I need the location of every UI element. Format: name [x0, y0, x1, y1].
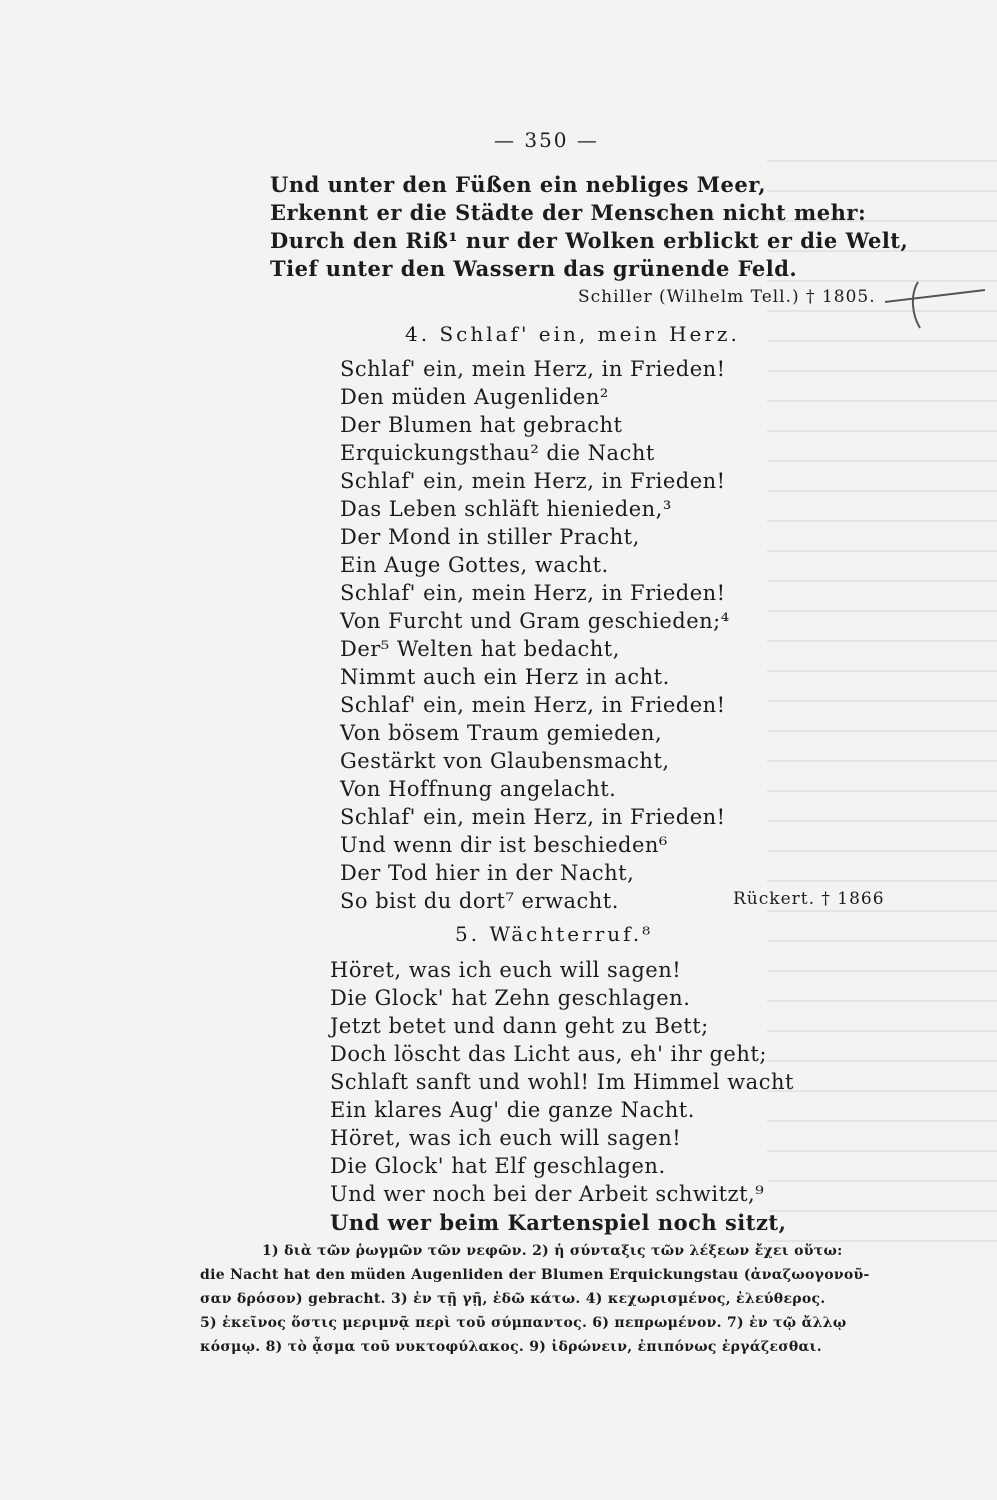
poem-line: Schlaf' ein, mein Herz, in Frieden! [340, 357, 726, 381]
poem-line: Und wer noch bei der Arbeit schwitzt,⁹ [330, 1182, 765, 1206]
poem-line: Der Blumen hat gebracht [340, 413, 623, 437]
poem-line: Das Leben schläft hienieden,³ [340, 497, 672, 521]
footnote-line: σαν δρόσον) gebracht. 3) ἐν τῇ γῇ, ἐδῶ κάτω. 4) κεχωρισμένος, ἐλεύθερος. [200, 1291, 826, 1307]
poem-line: Ein Auge Gottes, wacht. [340, 553, 609, 577]
poem-title: 4. Schlaf' ein, mein Herz. [405, 322, 740, 346]
page-number: — 350 — [494, 128, 599, 152]
poem-line: Schlaf' ein, mein Herz, in Frieden! [340, 581, 726, 605]
poem-line: Tief unter den Wassern das grünende Feld. [270, 256, 798, 281]
poem-line: Jetzt betet und dann geht zu Bett; [330, 1014, 709, 1038]
footnote-line: 1) διὰ τῶν ῥωγμῶν τῶν νεφῶν. 2) ἡ σύνταξις τῶν λέξεων ἔχει οὕτω: [262, 1243, 843, 1259]
footnote-line: 5) ἐκεῖνος ὅστις μεριμνᾷ περὶ τοῦ σύμπαντος. 6) πεπρωμένον. 7) ἐν τῷ ἄλλῳ [200, 1315, 847, 1331]
poem-line: Der Mond in stiller Pracht, [340, 525, 640, 549]
poem-title: 5. Wächterruf.⁸ [455, 922, 654, 946]
poem-line: Den müden Augenliden² [340, 385, 609, 409]
poem-line: Schlaf' ein, mein Herz, in Frieden! [340, 469, 726, 493]
poem-line: Schlaf' ein, mein Herz, in Frieden! [340, 693, 726, 717]
poem-line: Von Furcht und Gram geschieden;⁴ [340, 609, 730, 633]
poem-line: Von bösem Traum gemieden, [340, 721, 663, 745]
poem-line: Höret, was ich euch will sagen! [330, 958, 682, 982]
pencil-mark [880, 280, 990, 330]
poem-line: Schlaf' ein, mein Herz, in Frieden! [340, 805, 726, 829]
footnote-line: κόσμῳ. 8) τὸ ᾆσμα τοῦ νυκτοφύλακος. 9) ἱδρώνειν, ἐπιπόνως ἐργάζεσθαι. [200, 1339, 822, 1355]
poem-line: Die Glock' hat Zehn geschlagen. [330, 986, 691, 1010]
poem-line: Gestärkt von Glaubensmacht, [340, 749, 670, 773]
poem-line: Von Hoffnung angelacht. [340, 777, 617, 801]
poem-line: Und wenn dir ist beschieden⁶ [340, 833, 668, 857]
poem-line: Erquickungsthau² die Nacht [340, 441, 655, 465]
poem-line: Und wer beim Kartenspiel noch sitzt, [330, 1210, 787, 1235]
poem-line: Der⁵ Welten hat bedacht, [340, 637, 620, 661]
poem-line: Erkennt er die Städte der Menschen nicht mehr: [270, 200, 867, 225]
poem-line: Durch den Riß¹ nur der Wolken erblickt er die Welt, [270, 228, 909, 253]
poem-line: Höret, was ich euch will sagen! [330, 1126, 682, 1150]
poem-line: Nimmt auch ein Herz in acht. [340, 665, 670, 689]
poem-line: Schlaft sanft und wohl! Im Himmel wacht [330, 1070, 794, 1094]
poem-line: Doch löscht das Licht aus, eh' ihr geht; [330, 1042, 767, 1066]
attribution-schiller: Schiller (Wilhelm Tell.) † 1805. [578, 287, 876, 307]
poem-line: Ein klares Aug' die ganze Nacht. [330, 1098, 695, 1122]
poem-line: Der Tod hier in der Nacht, [340, 861, 635, 885]
poem-line: Und unter den Füßen ein nebliges Meer, [270, 172, 767, 197]
footnote-line: die Nacht hat den müden Augenliden der Blumen Erquickungstau (ἀναζωογονοῦ- [200, 1267, 870, 1283]
attribution-rueckert: Rückert. † 1866 [733, 889, 885, 909]
poem-line: So bist du dort⁷ erwacht. [340, 889, 619, 913]
poem-line: Die Glock' hat Elf geschlagen. [330, 1154, 666, 1178]
